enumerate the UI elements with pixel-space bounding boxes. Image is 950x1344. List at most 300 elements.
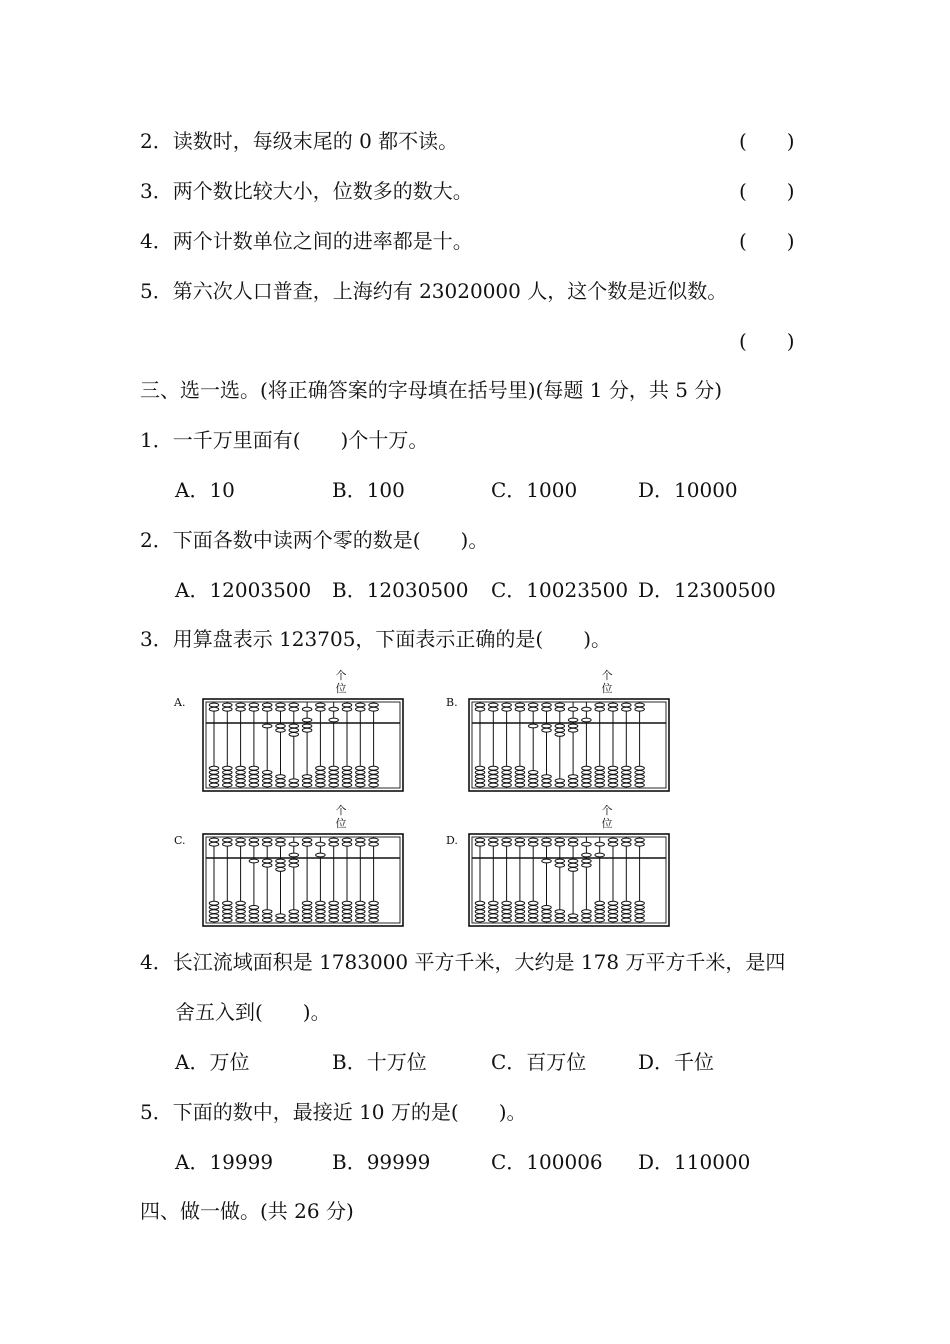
- abacus-lower-bead: [489, 775, 499, 779]
- abacus-lower-bead: [582, 783, 592, 787]
- abacus-c-letter: C.: [174, 834, 186, 847]
- abacus-lower-bead: [489, 779, 499, 783]
- abacus-c-ones-label: 个 位: [335, 804, 347, 830]
- answer-bracket-4[interactable]: ( ): [739, 229, 795, 253]
- abacus-lower-bead: [608, 914, 618, 918]
- abacus-lower-bead: [582, 918, 592, 922]
- abacus-lower-bead: [502, 775, 512, 779]
- abacus-lower-bead: [236, 901, 246, 905]
- abacus-lower-bead: [209, 783, 219, 787]
- abacus-lower-bead: [329, 779, 339, 783]
- abacus-lower-bead: [475, 783, 485, 787]
- abacus-lower-bead: [316, 766, 326, 770]
- abacus-lower-bead: [595, 901, 605, 905]
- abacus-lower-bead: [223, 914, 233, 918]
- section-4-title: 四、做一做。(共 26 分): [140, 1199, 354, 1223]
- abacus-lower-bead: [568, 775, 578, 779]
- abacus-lower-bead: [236, 779, 246, 783]
- abacus-lower-bead: [622, 918, 632, 922]
- abacus-upper-bead: [489, 703, 499, 707]
- abacus-lower-bead: [302, 783, 312, 787]
- abacus-lower-bead: [289, 779, 299, 783]
- abacus-upper-bead: [608, 838, 618, 842]
- abacus-lower-bead: [568, 779, 578, 783]
- abacus-lower-bead: [595, 775, 605, 779]
- abacus-lower-bead: [622, 771, 632, 775]
- abacus-lower-bead: [369, 910, 379, 914]
- abacus-lower-bead: [316, 914, 326, 918]
- abacus-lower-bead: [316, 906, 326, 910]
- abacus-upper-bead: [475, 703, 485, 707]
- abacus-upper-bead: [316, 707, 326, 711]
- abacus-lower-bead: [236, 771, 246, 775]
- abacus-lower-bead: [515, 779, 525, 783]
- abacus-lower-bead: [249, 775, 259, 779]
- abacus-upper-bead: [276, 703, 286, 707]
- abacus-lower-bead: [249, 783, 259, 787]
- q5-option-b[interactable]: B．99999: [332, 1150, 431, 1174]
- section-3-title: 三、选一选。(将正确答案的字母填在括号里)(每题 1 分，共 5 分): [140, 378, 723, 402]
- abacus-lower-bead: [249, 910, 259, 914]
- abacus-upper-bead: [302, 707, 312, 711]
- abacus-lower-bead: [369, 918, 379, 922]
- abacus-lower-bead: [329, 906, 339, 910]
- q5-option-a[interactable]: A．19999: [175, 1150, 274, 1174]
- abacus-upper-bead: [276, 838, 286, 842]
- q2-option-b[interactable]: B．12030500: [332, 578, 469, 602]
- abacus-upper-bead: [595, 703, 605, 707]
- abacus-lower-bead: [608, 901, 618, 905]
- q2-stem: 2．下面各数中读两个零的数是( )。: [140, 528, 489, 552]
- q4-option-c[interactable]: C．百万位: [491, 1050, 587, 1074]
- abacus-upper-bead: [369, 703, 379, 707]
- abacus-lower-bead: [223, 771, 233, 775]
- abacus-lower-bead: [209, 779, 219, 783]
- abacus-lower-bead: [502, 918, 512, 922]
- abacus-lower-bead: [622, 783, 632, 787]
- judge-item-5: 5．第六次人口普查，上海约有 23020000 人，这个数是近似数。: [140, 279, 728, 303]
- abacus-upper-bead: [329, 718, 339, 722]
- abacus-lower-bead: [369, 766, 379, 770]
- abacus-lower-bead: [555, 914, 565, 918]
- abacus-lower-bead: [223, 783, 233, 787]
- abacus-lower-bead: [223, 766, 233, 770]
- abacus-upper-bead: [302, 838, 312, 842]
- abacus-lower-bead: [209, 766, 219, 770]
- abacus-upper-bead: [236, 703, 246, 707]
- abacus-lower-bead: [262, 783, 272, 787]
- abacus-lower-bead: [223, 901, 233, 905]
- abacus-lower-bead: [528, 771, 538, 775]
- abacus-lower-bead: [236, 766, 246, 770]
- abacus-upper-bead: [262, 842, 272, 846]
- q4-option-d[interactable]: D．千位: [638, 1050, 715, 1074]
- abacus-lower-bead: [502, 771, 512, 775]
- abacus-lower-bead: [262, 918, 272, 922]
- abacus-lower-bead: [502, 910, 512, 914]
- abacus-lower-bead: [223, 910, 233, 914]
- abacus-lower-bead: [582, 859, 592, 863]
- abacus-upper-bead: [542, 707, 552, 711]
- abacus-lower-bead: [289, 728, 299, 732]
- abacus-lower-bead: [635, 779, 645, 783]
- abacus-lower-bead: [342, 771, 352, 775]
- abacus-upper-bead: [608, 707, 618, 711]
- abacus-lower-bead: [635, 918, 645, 922]
- abacus-upper-bead: [369, 838, 379, 842]
- abacus-upper-bead: [515, 703, 525, 707]
- abacus-lower-bead: [209, 914, 219, 918]
- abacus-upper-bead: [555, 838, 565, 842]
- abacus-lower-bead: [475, 775, 485, 779]
- abacus-lower-bead: [528, 779, 538, 783]
- abacus-lower-bead: [528, 775, 538, 779]
- abacus-lower-bead: [542, 724, 552, 728]
- abacus-lower-bead: [475, 779, 485, 783]
- q2-option-a[interactable]: A．12003500: [175, 578, 312, 602]
- abacus-upper-bead: [542, 842, 552, 846]
- abacus-upper-bead: [635, 707, 645, 711]
- abacus-upper-bead: [475, 842, 485, 846]
- abacus-upper-bead: [489, 842, 499, 846]
- abacus-lower-bead: [223, 906, 233, 910]
- q4-stem-line1: 4．长江流域面积是 1783000 平方千米，大约是 178 万平方千米，是四: [140, 950, 786, 974]
- q1-option-b[interactable]: B．100: [332, 478, 405, 502]
- abacus-upper-bead: [289, 842, 299, 846]
- abacus-lower-bead: [475, 771, 485, 775]
- abacus-lower-bead: [475, 914, 485, 918]
- abacus-upper-bead: [249, 703, 259, 707]
- abacus-lower-bead: [276, 775, 286, 779]
- abacus-upper-bead: [555, 842, 565, 846]
- abacus-lower-bead: [369, 914, 379, 918]
- abacus-lower-bead: [342, 910, 352, 914]
- abacus-upper-bead: [542, 838, 552, 842]
- abacus-lower-bead: [622, 775, 632, 779]
- abacus-upper-bead: [223, 703, 233, 707]
- abacus-lower-bead: [528, 918, 538, 922]
- abacus-upper-bead: [582, 853, 592, 857]
- q1-option-c[interactable]: C．1000: [491, 478, 578, 502]
- abacus-lower-bead: [568, 914, 578, 918]
- abacus-lower-bead: [356, 914, 366, 918]
- abacus-lower-bead: [236, 783, 246, 787]
- abacus-lower-bead: [489, 906, 499, 910]
- abacus-lower-bead: [502, 766, 512, 770]
- abacus-lower-bead: [369, 783, 379, 787]
- abacus-lower-bead: [515, 910, 525, 914]
- abacus-upper-bead: [475, 838, 485, 842]
- abacus-c-option[interactable]: [202, 833, 404, 927]
- abacus-lower-bead: [289, 910, 299, 914]
- abacus-lower-bead: [302, 906, 312, 910]
- abacus-lower-bead: [209, 775, 219, 779]
- abacus-upper-bead: [608, 842, 618, 846]
- abacus-lower-bead: [608, 918, 618, 922]
- abacus-upper-bead: [622, 703, 632, 707]
- abacus-d-option[interactable]: [468, 833, 670, 927]
- abacus-lower-bead: [302, 775, 312, 779]
- abacus-lower-bead: [276, 863, 286, 867]
- abacus-lower-bead: [635, 766, 645, 770]
- abacus-upper-bead: [502, 703, 512, 707]
- abacus-upper-bead: [502, 842, 512, 846]
- abacus-upper-bead: [223, 707, 233, 711]
- abacus-upper-bead: [555, 703, 565, 707]
- abacus-lower-bead: [356, 910, 366, 914]
- abacus-upper-bead: [608, 703, 618, 707]
- abacus-lower-bead: [289, 724, 299, 728]
- abacus-lower-bead: [262, 863, 272, 867]
- abacus-upper-bead: [582, 718, 592, 722]
- abacus-upper-bead: [568, 707, 578, 711]
- abacus-upper-bead: [515, 838, 525, 842]
- abacus-lower-bead: [369, 906, 379, 910]
- abacus-lower-bead: [356, 766, 366, 770]
- abacus-lower-bead: [582, 910, 592, 914]
- abacus-lower-bead: [542, 918, 552, 922]
- abacus-upper-bead: [209, 842, 219, 846]
- abacus-lower-bead: [635, 914, 645, 918]
- q3-stem: 3．用算盘表示 123705，下面表示正确的是( )。: [140, 627, 612, 651]
- q1-option-d[interactable]: D．10000: [638, 478, 738, 502]
- judge-item-2: 2．读数时，每级末尾的 0 都不读。: [140, 129, 459, 153]
- answer-bracket-2[interactable]: ( ): [739, 129, 795, 153]
- abacus-upper-bead: [262, 707, 272, 711]
- abacus-upper-bead: [528, 703, 538, 707]
- abacus-lower-bead: [276, 728, 286, 732]
- q2-option-c[interactable]: C．10023500: [491, 578, 629, 602]
- abacus-lower-bead: [369, 775, 379, 779]
- abacus-upper-bead: [276, 707, 286, 711]
- abacus-lower-bead: [342, 901, 352, 905]
- abacus-lower-bead: [356, 775, 366, 779]
- abacus-upper-bead: [369, 707, 379, 711]
- judge-item-4: 4．两个计数单位之间的进率都是十。: [140, 229, 473, 253]
- abacus-lower-bead: [542, 775, 552, 779]
- abacus-upper-bead: [236, 838, 246, 842]
- q5-stem: 5．下面的数中，最接近 10 万的是( )。: [140, 1100, 527, 1124]
- abacus-upper-bead: [289, 707, 299, 711]
- abacus-upper-bead: [236, 707, 246, 711]
- abacus-b-option[interactable]: [468, 698, 670, 792]
- abacus-upper-bead: [316, 842, 326, 846]
- abacus-lower-bead: [249, 766, 259, 770]
- abacus-lower-bead: [542, 914, 552, 918]
- abacus-lower-bead: [608, 766, 618, 770]
- abacus-lower-bead: [489, 901, 499, 905]
- abacus-lower-bead: [236, 914, 246, 918]
- abacus-lower-bead: [568, 724, 578, 728]
- abacus-b-ones-label: 个 位: [601, 669, 613, 695]
- abacus-lower-bead: [622, 910, 632, 914]
- q5-option-c[interactable]: C．100006: [491, 1150, 603, 1174]
- abacus-lower-bead: [342, 914, 352, 918]
- q1-stem: 1．一千万里面有( )个十万。: [140, 428, 429, 452]
- abacus-lower-bead: [635, 771, 645, 775]
- abacus-lower-bead: [502, 783, 512, 787]
- abacus-upper-bead: [316, 853, 326, 857]
- abacus-lower-bead: [555, 859, 565, 863]
- abacus-upper-bead: [302, 718, 312, 722]
- q4-option-b[interactable]: B．十万位: [332, 1050, 427, 1074]
- abacus-lower-bead: [223, 775, 233, 779]
- abacus-lower-bead: [316, 783, 326, 787]
- abacus-upper-bead: [249, 707, 259, 711]
- abacus-lower-bead: [249, 906, 259, 910]
- abacus-lower-bead: [236, 918, 246, 922]
- abacus-upper-bead: [528, 707, 538, 711]
- q1-option-a[interactable]: A．10: [175, 478, 235, 502]
- abacus-lower-bead: [489, 914, 499, 918]
- abacus-lower-bead: [595, 771, 605, 775]
- abacus-lower-bead: [209, 910, 219, 914]
- abacus-upper-bead: [528, 842, 538, 846]
- abacus-lower-bead: [582, 779, 592, 783]
- abacus-lower-bead: [276, 914, 286, 918]
- abacus-lower-bead: [515, 901, 525, 905]
- abacus-lower-bead: [276, 724, 286, 728]
- abacus-lower-bead: [276, 868, 286, 872]
- abacus-lower-bead: [475, 910, 485, 914]
- abacus-lower-bead: [515, 918, 525, 922]
- abacus-lower-bead: [595, 910, 605, 914]
- abacus-lower-bead: [542, 728, 552, 732]
- abacus-lower-bead: [342, 775, 352, 779]
- abacus-lower-bead: [622, 901, 632, 905]
- abacus-lower-bead: [489, 771, 499, 775]
- abacus-upper-bead: [515, 707, 525, 711]
- abacus-lower-bead: [289, 863, 299, 867]
- abacus-lower-bead: [302, 728, 312, 732]
- abacus-upper-bead: [223, 838, 233, 842]
- abacus-lower-bead: [489, 766, 499, 770]
- abacus-upper-bead: [329, 707, 339, 711]
- abacus-upper-bead: [555, 707, 565, 711]
- abacus-lower-bead: [262, 779, 272, 783]
- abacus-lower-bead: [582, 766, 592, 770]
- abacus-lower-bead: [329, 775, 339, 779]
- abacus-lower-bead: [276, 918, 286, 922]
- abacus-upper-bead: [489, 707, 499, 711]
- abacus-upper-bead: [528, 838, 538, 842]
- abacus-upper-bead: [342, 842, 352, 846]
- q2-option-d[interactable]: D．12300500: [638, 578, 776, 602]
- abacus-lower-bead: [356, 779, 366, 783]
- judge-item-3: 3．两个数比较大小，位数多的数大。: [140, 179, 473, 203]
- abacus-upper-bead: [356, 838, 366, 842]
- abacus-lower-bead: [555, 779, 565, 783]
- abacus-lower-bead: [342, 783, 352, 787]
- abacus-lower-bead: [542, 783, 552, 787]
- abacus-lower-bead: [489, 910, 499, 914]
- abacus-lower-bead: [528, 901, 538, 905]
- abacus-lower-bead: [289, 859, 299, 863]
- abacus-lower-bead: [582, 914, 592, 918]
- abacus-lower-bead: [316, 775, 326, 779]
- abacus-upper-bead: [236, 842, 246, 846]
- abacus-lower-bead: [223, 779, 233, 783]
- abacus-upper-bead: [622, 838, 632, 842]
- abacus-upper-bead: [342, 703, 352, 707]
- abacus-lower-bead: [528, 724, 538, 728]
- abacus-lower-bead: [249, 918, 259, 922]
- abacus-d-letter: D.: [446, 834, 458, 847]
- abacus-lower-bead: [542, 906, 552, 910]
- abacus-a-ones-label: 个 位: [335, 669, 347, 695]
- abacus-lower-bead: [568, 783, 578, 787]
- abacus-lower-bead: [209, 901, 219, 905]
- abacus-lower-bead: [595, 779, 605, 783]
- abacus-lower-bead: [369, 771, 379, 775]
- abacus-lower-bead: [209, 918, 219, 922]
- abacus-lower-bead: [302, 779, 312, 783]
- answer-bracket-5[interactable]: ( ): [739, 329, 795, 353]
- abacus-lower-bead: [528, 910, 538, 914]
- abacus-upper-bead: [475, 707, 485, 711]
- abacus-upper-bead: [209, 703, 219, 707]
- answer-bracket-3[interactable]: ( ): [739, 179, 795, 203]
- abacus-upper-bead: [542, 703, 552, 707]
- abacus-lower-bead: [249, 779, 259, 783]
- abacus-lower-bead: [289, 733, 299, 737]
- abacus-lower-bead: [608, 779, 618, 783]
- abacus-lower-bead: [502, 779, 512, 783]
- abacus-upper-bead: [223, 842, 233, 846]
- abacus-lower-bead: [515, 771, 525, 775]
- abacus-lower-bead: [289, 914, 299, 918]
- abacus-lower-bead: [635, 906, 645, 910]
- abacus-lower-bead: [475, 906, 485, 910]
- abacus-lower-bead: [608, 906, 618, 910]
- abacus-lower-bead: [276, 779, 286, 783]
- q4-stem-line2: 舍五入到( )。: [175, 1000, 331, 1024]
- abacus-lower-bead: [262, 771, 272, 775]
- abacus-lower-bead: [502, 901, 512, 905]
- abacus-lower-bead: [342, 766, 352, 770]
- abacus-lower-bead: [555, 733, 565, 737]
- abacus-upper-bead: [249, 842, 259, 846]
- abacus-lower-bead: [515, 914, 525, 918]
- abacus-lower-bead: [528, 906, 538, 910]
- abacus-upper-bead: [276, 842, 286, 846]
- abacus-lower-bead: [608, 910, 618, 914]
- abacus-lower-bead: [276, 859, 286, 863]
- abacus-lower-bead: [302, 910, 312, 914]
- abacus-lower-bead: [276, 783, 286, 787]
- abacus-lower-bead: [542, 779, 552, 783]
- abacus-lower-bead: [635, 910, 645, 914]
- abacus-upper-bead: [635, 838, 645, 842]
- abacus-upper-bead: [342, 707, 352, 711]
- abacus-upper-bead: [329, 838, 339, 842]
- abacus-lower-bead: [356, 771, 366, 775]
- abacus-lower-bead: [342, 906, 352, 910]
- abacus-lower-bead: [236, 906, 246, 910]
- q5-option-d[interactable]: D．110000: [638, 1150, 751, 1174]
- abacus-lower-bead: [608, 775, 618, 779]
- abacus-lower-bead: [356, 783, 366, 787]
- q4-option-a[interactable]: A．万位: [175, 1050, 250, 1074]
- abacus-lower-bead: [262, 859, 272, 863]
- abacus-lower-bead: [595, 783, 605, 787]
- abacus-lower-bead: [528, 783, 538, 787]
- abacus-lower-bead: [542, 859, 552, 863]
- abacus-lower-bead: [209, 771, 219, 775]
- abacus-upper-bead: [262, 703, 272, 707]
- abacus-a-option[interactable]: [202, 698, 404, 792]
- abacus-lower-bead: [369, 779, 379, 783]
